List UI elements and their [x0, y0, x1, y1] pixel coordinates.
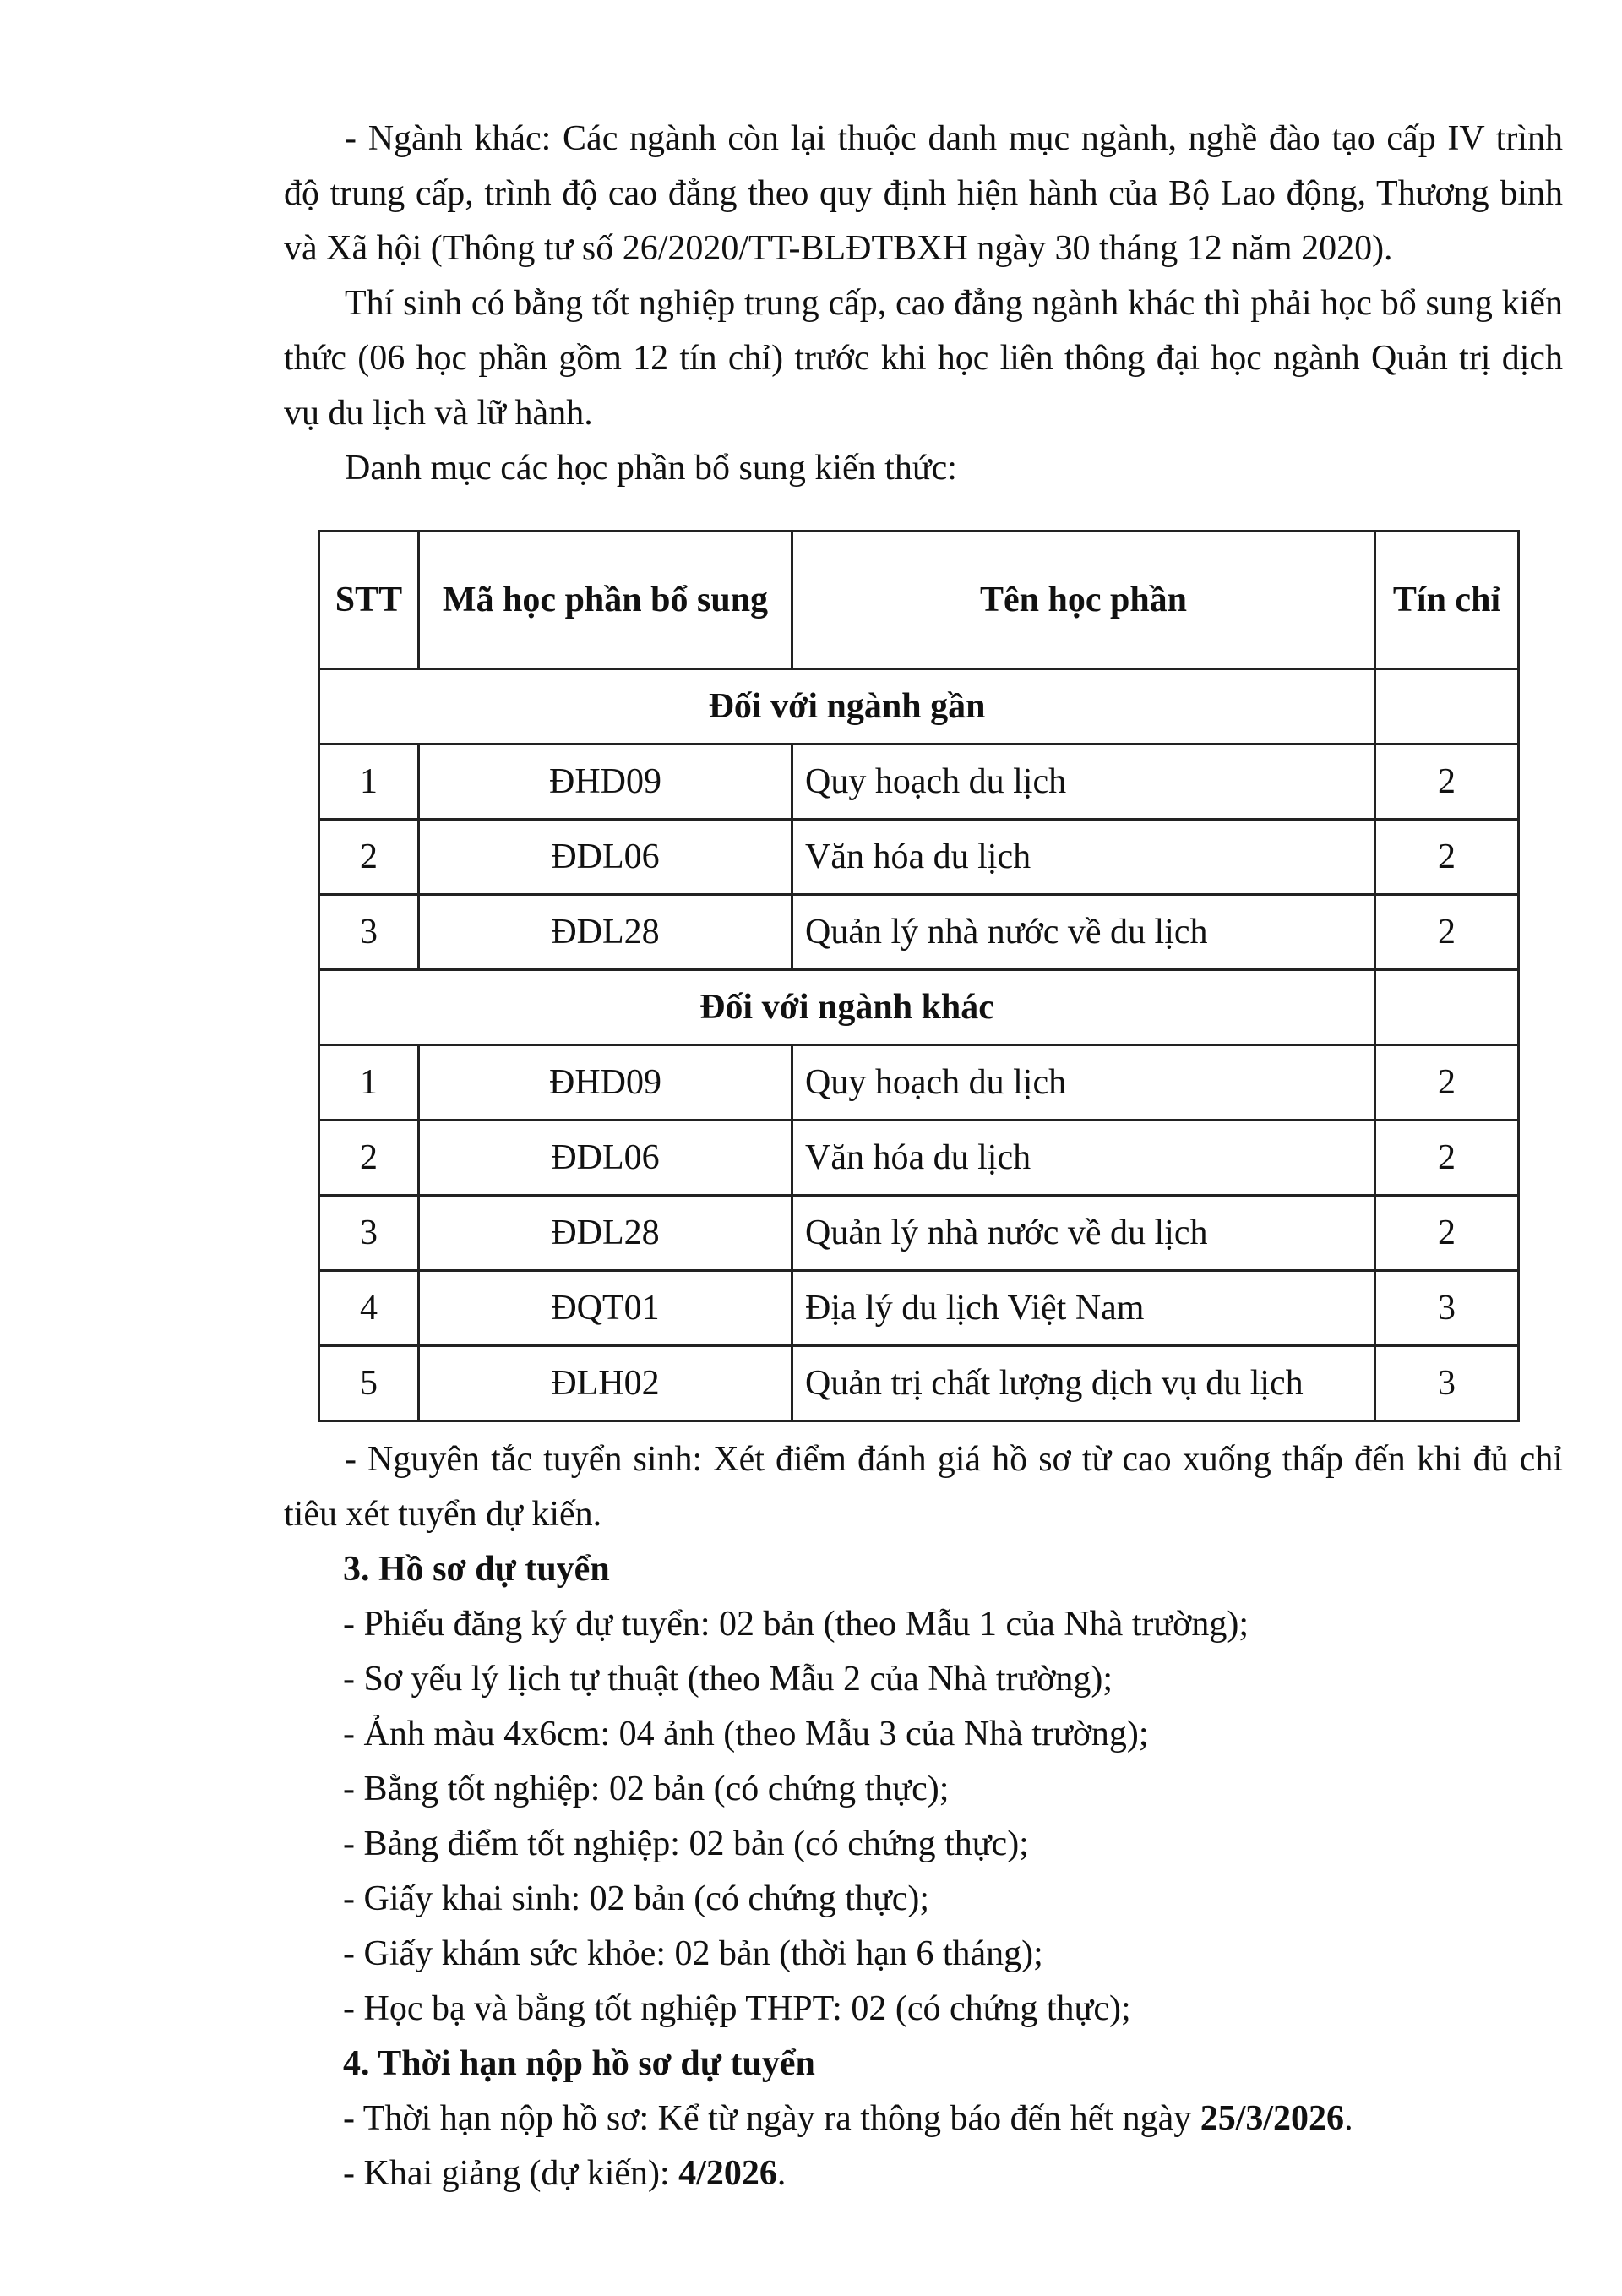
cell-credits: 3 [1375, 1346, 1519, 1421]
cell-credits: 2 [1375, 820, 1519, 895]
header-credits: Tín chỉ [1375, 532, 1519, 669]
dossier-item: - Học bạ và bằng tốt nghiệp THPT: 02 (có chứng thực); [343, 1989, 1131, 2028]
cell-credits: 3 [1375, 1271, 1519, 1346]
cell-stt: 1 [319, 1045, 419, 1121]
opening-date: 4/2026 [678, 2154, 777, 2193]
group-empty-cell [1375, 970, 1519, 1045]
dossier-item: - Phiếu đăng ký dự tuyển: 02 bản (theo Mẫu 1 của Nhà trường); [343, 1605, 1249, 1644]
cell-name: Quản trị chất lượng dịch vụ du lịch [792, 1346, 1375, 1421]
header-course-code: Mã học phần bổ sung [419, 532, 792, 669]
dossier-item: - Bằng tốt nghiệp: 02 bản (có chứng thực); [343, 1770, 950, 1808]
table-row [319, 1196, 1519, 1271]
opening-line [343, 2146, 1563, 2201]
table-row [319, 1045, 1519, 1121]
deadline-date: 25/3/2026 [1200, 2099, 1345, 2138]
table-row [319, 1346, 1519, 1421]
lower-block [284, 1432, 1563, 2201]
header-stt: STT [319, 532, 419, 669]
admission-principle: - Nguyên tắc tuyển sinh: Xét điểm đánh giá hồ sơ từ cao xuống thấp đến khi đủ chỉ tiêu xét tuyển dự kiến. [284, 1440, 1563, 1534]
opening-period: . [776, 2154, 787, 2193]
cell-stt: 1 [319, 744, 419, 820]
table-header-row [319, 532, 1519, 669]
section-3-title: 3. Hồ sơ dự tuyển [343, 1550, 610, 1589]
intro-paragraph-course-list: Danh mục các học phần bổ sung kiến thức: [345, 449, 957, 488]
cell-code: ĐHD09 [419, 1045, 792, 1121]
cell-name: Quản lý nhà nước về du lịch [792, 1196, 1375, 1271]
cell-name: Địa lý du lịch Việt Nam [792, 1271, 1375, 1346]
deadline-period: . [1344, 2099, 1353, 2138]
cell-stt: 2 [319, 1121, 419, 1196]
supplement-courses-table [318, 530, 1520, 1422]
cell-name: Quy hoạch du lịch [792, 744, 1375, 820]
group-title: Đối với ngành khác [319, 970, 1375, 1045]
cell-code: ĐDL06 [419, 820, 792, 895]
dossier-item: - Ảnh màu 4x6cm: 04 ảnh (theo Mẫu 3 của Nhà trường); [343, 1715, 1149, 1753]
intro-paragraph-supplement: Thí sinh có bằng tốt nghiệp trung cấp, cao đẳng ngành khác thì phải học bổ sung kiến thức (06 học phần gồm 12 tín chỉ) trước khi học liên thông đại học ngành Quản trị dịch vụ du lịch và lữ hành. [284, 284, 1563, 433]
cell-stt: 2 [319, 820, 419, 895]
cell-code: ĐLH02 [419, 1346, 792, 1421]
cell-name: Văn hóa du lịch [792, 820, 1375, 895]
cell-code: ĐDL28 [419, 1196, 792, 1271]
cell-code: ĐDL06 [419, 1121, 792, 1196]
cell-stt: 3 [319, 1196, 419, 1271]
table-row [319, 744, 1519, 820]
cell-name: Quản lý nhà nước về du lịch [792, 895, 1375, 970]
dossier-item: - Sơ yếu lý lịch tự thuật (theo Mẫu 2 của Nhà trường); [343, 1660, 1113, 1699]
deadline-label: - Thời hạn nộp hồ sơ: Kể từ ngày ra thông báo đến hết ngày [343, 2099, 1200, 2138]
section-4-title: 4. Thời hạn nộp hồ sơ dự tuyển [343, 2044, 815, 2083]
table-row [319, 820, 1519, 895]
table-row [319, 1121, 1519, 1196]
cell-name: Quy hoạch du lịch [792, 1045, 1375, 1121]
cell-code: ĐHD09 [419, 744, 792, 820]
cell-stt: 3 [319, 895, 419, 970]
cell-code: ĐDL28 [419, 895, 792, 970]
table-row [319, 895, 1519, 970]
group-row-related-majors [319, 669, 1519, 744]
cell-credits: 2 [1375, 1121, 1519, 1196]
dossier-item: - Bảng điểm tốt nghiệp: 02 bản (có chứng thực); [343, 1824, 1029, 1863]
table-row [319, 1271, 1519, 1346]
cell-credits: 2 [1375, 744, 1519, 820]
cell-credits: 2 [1375, 1045, 1519, 1121]
intro-paragraph-other-majors: - Ngành khác: Các ngành còn lại thuộc danh mục ngành, nghề đào tạo cấp IV trình độ trung cấp, trình độ cao đẳng theo quy định hiện hành của Bộ Lao động, Thương binh và Xã hội (Thông tư số 26/2020/TT-BLĐTBXH ngày 30 tháng 12 năm 2020). [284, 119, 1563, 268]
cell-code: ĐQT01 [419, 1271, 792, 1346]
opening-label: - Khai giảng (dự kiến): [343, 2154, 679, 2193]
group-title: Đối với ngành gần [319, 669, 1375, 744]
cell-stt: 4 [319, 1271, 419, 1346]
intro-block [284, 112, 1563, 496]
cell-credits: 2 [1375, 895, 1519, 970]
group-empty-cell [1375, 669, 1519, 744]
cell-credits: 2 [1375, 1196, 1519, 1271]
deadline-line [343, 2091, 1563, 2146]
dossier-item: - Giấy khám sức khỏe: 02 bản (thời hạn 6 tháng); [343, 1934, 1043, 1973]
cell-stt: 5 [319, 1346, 419, 1421]
group-row-other-majors [319, 970, 1519, 1045]
header-course-name: Tên học phần [792, 532, 1375, 669]
cell-name: Văn hóa du lịch [792, 1121, 1375, 1196]
dossier-item: - Giấy khai sinh: 02 bản (có chứng thực); [343, 1879, 930, 1918]
